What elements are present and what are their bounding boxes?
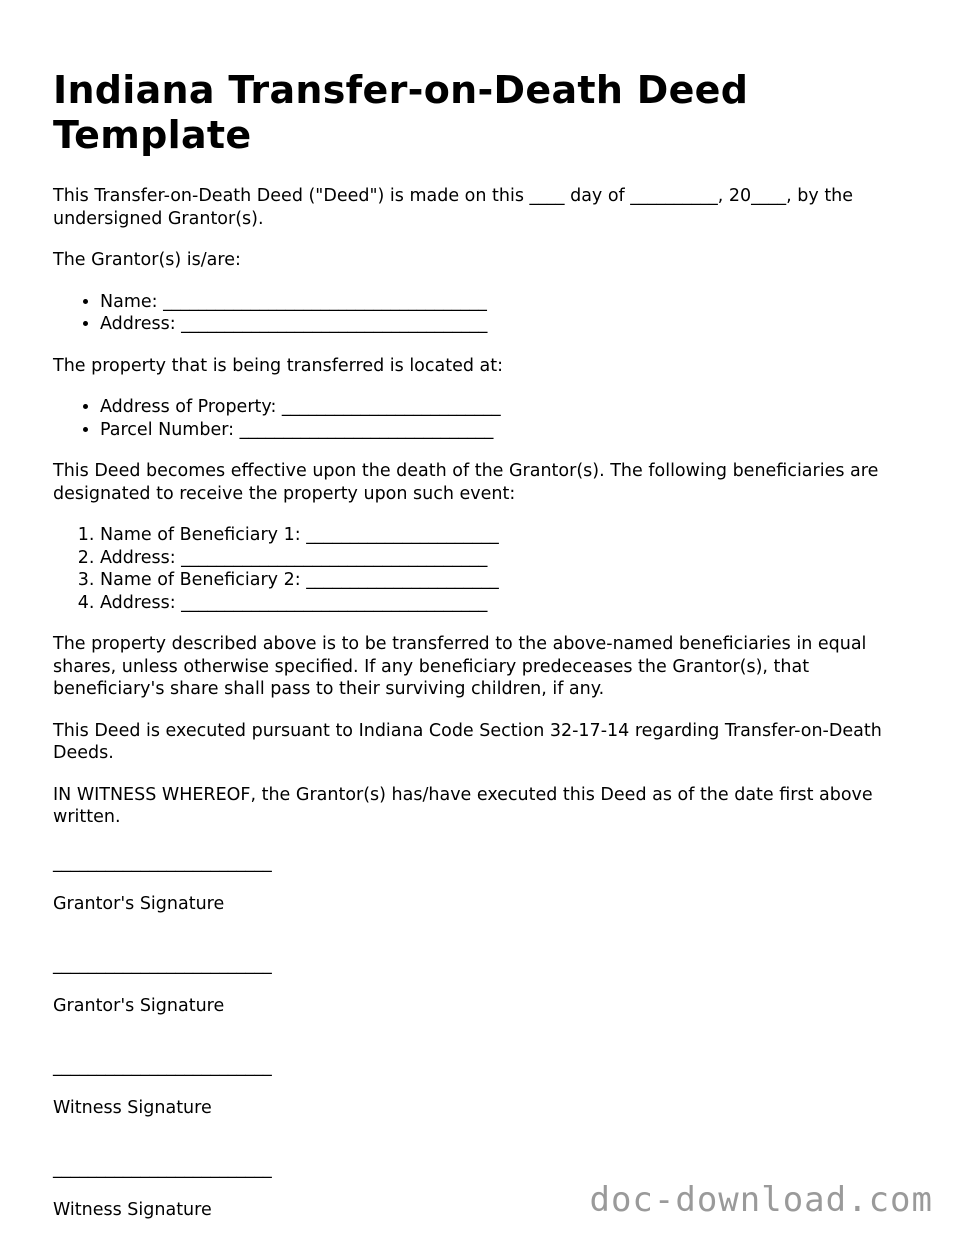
document-page (53, 68, 913, 1222)
signature-label: Grantor's Signature (53, 894, 225, 914)
watermark: doc-download.com (589, 1180, 933, 1220)
signature-line: _________________________ (53, 1158, 272, 1179)
signature-label: Witness Signature (53, 1098, 212, 1118)
property-list (53, 396, 913, 441)
signature-label: Grantor's Signature (53, 996, 225, 1016)
effective-paragraph: This Deed becomes effective upon the death of the Grantor(s). The following beneficiaries are designated to receive the property upon such event: (53, 461, 879, 504)
signature-line: _________________________ (53, 852, 272, 873)
property-address-field: • Address of Property: _________________________ (100, 396, 913, 419)
witness-paragraph: IN WITNESS WHEREOF, the Grantor(s) has/have executed this Deed as of the date first above written. (53, 784, 873, 827)
beneficiary-list (53, 524, 913, 614)
grantor-list (53, 291, 913, 336)
signature-block (53, 852, 913, 1222)
parcel-number-field: • Parcel Number: _____________________________ (100, 419, 913, 442)
statute-paragraph: This Deed is executed pursuant to Indiana Code Section 32-17-14 regarding Transfer-on-Death Deeds. (53, 720, 882, 763)
grantor-name-field: • Name: _____________________________________ (100, 291, 913, 314)
shares-paragraph: The property described above is to be transferred to the above-named beneficiaries in equal shares, unless otherwise specified. If any beneficiary predeceases the Grantor(s), that beneficiary's share shall pass to their surviving children, if any. (53, 634, 867, 699)
signature-line: _________________________ (53, 954, 272, 975)
beneficiary-2-name-field: 3. Name of Beneficiary 2: ______________________ (100, 569, 913, 592)
grantor-address-field: • Address: ___________________________________ (100, 313, 913, 336)
property-heading: The property that is being transferred is located at: (53, 355, 504, 376)
beneficiary-1-address-field: 2. Address: ___________________________________ (100, 547, 913, 570)
beneficiary-1-name-field: 1. Name of Beneficiary 1: ______________________ (100, 524, 913, 547)
intro-paragraph: This Transfer-on-Death Deed ("Deed") is made on this ____ day of __________, 20____, by the undersigned Grantor(s). (53, 186, 854, 229)
document-title: Indiana Transfer-on-Death Deed Template (53, 68, 749, 157)
grantor-heading: The Grantor(s) is/are: (53, 250, 241, 270)
signature-label: Witness Signature (53, 1200, 212, 1220)
beneficiary-2-address-field: 4. Address: ___________________________________ (100, 592, 913, 615)
signature-line: _________________________ (53, 1056, 272, 1077)
